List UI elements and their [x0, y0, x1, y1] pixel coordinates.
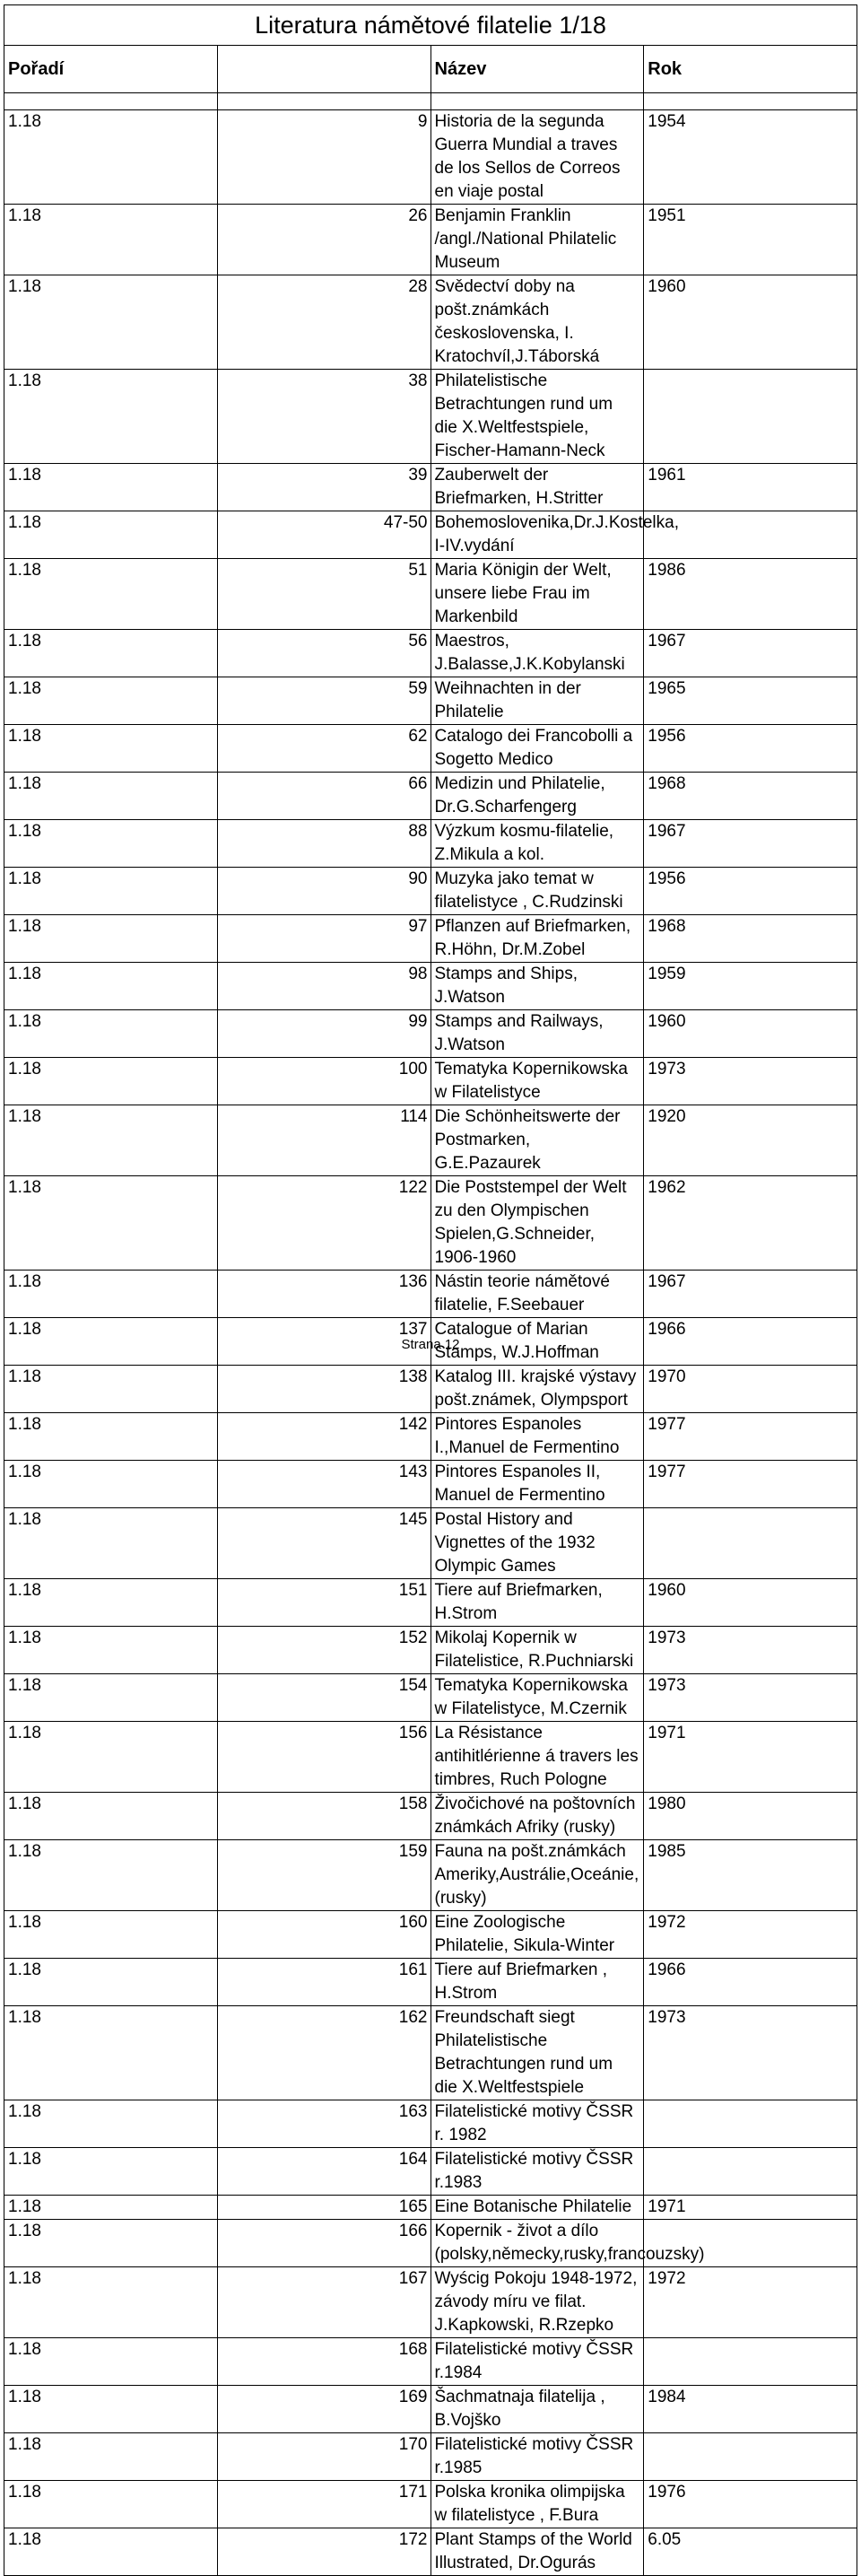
row-year: 1966	[644, 1959, 857, 2006]
literature-table	[4, 4, 857, 2576]
row-group: 1.18	[4, 2100, 218, 2148]
row-group: 1.18	[4, 1674, 218, 1722]
row-number: 162	[217, 2006, 430, 2100]
row-name: Die Schönheitswerte der Postmarken, G.E.Pazaurek	[430, 1105, 644, 1176]
row-year: 1970	[644, 1366, 857, 1413]
row-group: 1.18	[4, 2386, 218, 2433]
row-name: Filatelistické motivy ČSSR r.1985	[430, 2433, 644, 2481]
row-name: Tematyka Kopernikowska w Filatelistyce, M.Czernik	[430, 1674, 644, 1722]
table-row	[4, 1176, 857, 1271]
row-group: 1.18	[4, 2433, 218, 2481]
row-year: 1973	[644, 1058, 857, 1105]
row-number: 122	[217, 1176, 430, 1271]
row-name: Tematyka Kopernikowska w Filatelistyce	[430, 1058, 644, 1105]
row-group: 1.18	[4, 370, 218, 464]
row-number: 47-50	[217, 511, 430, 559]
row-group: 1.18	[4, 2148, 218, 2196]
header-number	[217, 46, 430, 93]
row-group: 1.18	[4, 205, 218, 275]
table-row	[4, 2196, 857, 2220]
table-row	[4, 820, 857, 868]
row-number: 163	[217, 2100, 430, 2148]
table-row	[4, 1579, 857, 1627]
row-number: 39	[217, 464, 430, 511]
blank-cell	[430, 93, 644, 110]
row-group: 1.18	[4, 464, 218, 511]
row-year: 1956	[644, 725, 857, 773]
table-row	[4, 2100, 857, 2148]
header-order: Pořadí	[4, 46, 218, 93]
row-number: 88	[217, 820, 430, 868]
table-row	[4, 868, 857, 915]
row-group: 1.18	[4, 1318, 218, 1366]
row-name: Šachmatnaja filatelija , B.Vojško	[430, 2386, 644, 2433]
row-number: 26	[217, 205, 430, 275]
table-row	[4, 1959, 857, 2006]
row-name: Philatelistische Betrachtungen rund um die X.Weltfestspiele, Fischer-Hamann-Neck	[430, 370, 644, 464]
table-row	[4, 963, 857, 1010]
table-row	[4, 1627, 857, 1674]
table-row	[4, 915, 857, 963]
row-name: Catalogo dei Francobolli a Sogetto Medico	[430, 725, 644, 773]
row-group: 1.18	[4, 1461, 218, 1508]
row-year: 1967	[644, 630, 857, 677]
table-row	[4, 2481, 857, 2528]
row-name: Zauberwelt der Briefmarken, H.Stritter	[430, 464, 644, 511]
row-number: 166	[217, 2220, 430, 2267]
row-year: 6.05	[644, 2528, 857, 2576]
row-year: 1977	[644, 1461, 857, 1508]
row-group: 1.18	[4, 2196, 218, 2220]
title-row	[4, 5, 857, 46]
row-name: Bohemoslovenika,Dr.J.Kostelka, I-IV.vydání	[430, 511, 644, 559]
table-row	[4, 2386, 857, 2433]
row-number: 138	[217, 1366, 430, 1413]
row-number: 156	[217, 1722, 430, 1793]
row-number: 151	[217, 1579, 430, 1627]
row-year: 1956	[644, 868, 857, 915]
row-year: 1960	[644, 1579, 857, 1627]
row-number: 145	[217, 1508, 430, 1579]
row-name: Eine Zoologische Philatelie, Sikula-Winter	[430, 1911, 644, 1959]
row-year: 1959	[644, 963, 857, 1010]
row-year	[644, 2433, 857, 2481]
row-group: 1.18	[4, 1010, 218, 1058]
row-number: 154	[217, 1674, 430, 1722]
row-name: Stamps and Ships, J.Watson	[430, 963, 644, 1010]
row-group: 1.18	[4, 275, 218, 370]
row-name: Katalog III. krajské výstavy pošt.známek, Olympsport	[430, 1366, 644, 1413]
table-row	[4, 1105, 857, 1176]
row-name: Plant Stamps of the World Illustrated, Dr.Ogurás	[430, 2528, 644, 2576]
row-name: Postal History and Vignettes of the 1932 Olympic Games	[430, 1508, 644, 1579]
row-group: 1.18	[4, 1911, 218, 1959]
row-number: 165	[217, 2196, 430, 2220]
row-number: 152	[217, 1627, 430, 1674]
row-group: 1.18	[4, 1176, 218, 1271]
row-year: 1966	[644, 1318, 857, 1366]
row-group: 1.18	[4, 1959, 218, 2006]
table-row	[4, 2267, 857, 2338]
row-name: Pintores Espanoles I.,Manuel de Fermentino	[430, 1413, 644, 1461]
blank-cell	[644, 93, 857, 110]
table-row	[4, 2006, 857, 2100]
row-group: 1.18	[4, 2267, 218, 2338]
row-year: 1972	[644, 1911, 857, 1959]
row-year: 1980	[644, 1793, 857, 1840]
row-name: Pflanzen auf Briefmarken, R.Höhn, Dr.M.Zobel	[430, 915, 644, 963]
header-year: Rok	[644, 46, 857, 93]
row-name: Filatelistické motivy ČSSR r. 1982	[430, 2100, 644, 2148]
row-number: 90	[217, 868, 430, 915]
table-row	[4, 464, 857, 511]
blank-cell	[4, 93, 218, 110]
table-row	[4, 1840, 857, 1911]
row-year: 1984	[644, 2386, 857, 2433]
row-name: Tiere auf Briefmarken , H.Strom	[430, 1959, 644, 2006]
row-year: 1973	[644, 1627, 857, 1674]
row-year: 1962	[644, 1176, 857, 1271]
row-year: 1971	[644, 2196, 857, 2220]
row-year: 1968	[644, 773, 857, 820]
row-year	[644, 1508, 857, 1579]
row-name: La Résistance antihitlérienne á travers les timbres, Ruch Pologne	[430, 1722, 644, 1793]
table-row	[4, 1058, 857, 1105]
row-number: 170	[217, 2433, 430, 2481]
row-group: 1.18	[4, 1722, 218, 1793]
row-year: 1977	[644, 1413, 857, 1461]
table-row	[4, 630, 857, 677]
row-group: 1.18	[4, 559, 218, 630]
page-title: Literatura námětové filatelie 1/18	[4, 5, 857, 46]
blank-row	[4, 93, 857, 110]
table-row	[4, 370, 857, 464]
row-group: 1.18	[4, 725, 218, 773]
header-row	[4, 46, 857, 93]
row-number: 159	[217, 1840, 430, 1911]
row-year: 1967	[644, 1271, 857, 1318]
row-name: Výzkum kosmu-filatelie, Z.Mikula a kol.	[430, 820, 644, 868]
table-row	[4, 205, 857, 275]
row-group: 1.18	[4, 963, 218, 1010]
row-number: 28	[217, 275, 430, 370]
row-number: 56	[217, 630, 430, 677]
row-number: 62	[217, 725, 430, 773]
row-group: 1.18	[4, 773, 218, 820]
row-number: 172	[217, 2528, 430, 2576]
row-year: 1920	[644, 1105, 857, 1176]
row-name: Benjamin Franklin /angl./National Philatelic Museum	[430, 205, 644, 275]
row-group: 1.18	[4, 1058, 218, 1105]
row-group: 1.18	[4, 1508, 218, 1579]
table-row	[4, 1010, 857, 1058]
row-name: Kopernik - život a dílo (polsky,německy,rusky,francouzsky)	[430, 2220, 644, 2267]
row-year: 1985	[644, 1840, 857, 1911]
row-number: 114	[217, 1105, 430, 1176]
table-row	[4, 2220, 857, 2267]
row-year: 1973	[644, 1674, 857, 1722]
row-name: Die Poststempel der Welt zu den Olympischen Spielen,G.Schneider, 1906-1960	[430, 1176, 644, 1271]
row-number: 164	[217, 2148, 430, 2196]
row-name: Svědectví doby na pošt.známkách československa, I. Kratochvíl,J.Táborská	[430, 275, 644, 370]
row-group: 1.18	[4, 868, 218, 915]
table-row	[4, 2338, 857, 2386]
row-group: 1.18	[4, 677, 218, 725]
row-year	[644, 2338, 857, 2386]
row-number: 51	[217, 559, 430, 630]
table-row	[4, 275, 857, 370]
row-number: 160	[217, 1911, 430, 1959]
table-row	[4, 511, 857, 559]
table-row	[4, 677, 857, 725]
row-name: Weihnachten in der Philatelie	[430, 677, 644, 725]
row-group: 1.18	[4, 630, 218, 677]
row-name: Historia de la segunda Guerra Mundial a traves de los Sellos de Correos en viaje postal	[430, 110, 644, 205]
row-number: 97	[217, 915, 430, 963]
row-name: Muzyka jako temat w filatelistyce , C.Rudzinski	[430, 868, 644, 915]
row-name: Catalogue of Marian Stamps, W.J.Hoffman	[430, 1318, 644, 1366]
row-year: 1951	[644, 205, 857, 275]
row-number: 167	[217, 2267, 430, 2338]
row-name: Filatelistické motivy ČSSR r.1984	[430, 2338, 644, 2386]
table-row	[4, 1793, 857, 1840]
table-row	[4, 1271, 857, 1318]
row-name: Mikolaj Kopernik w Filatelistice, R.Puchniarski	[430, 1627, 644, 1674]
row-number: 171	[217, 2481, 430, 2528]
row-year: 1971	[644, 1722, 857, 1793]
row-year	[644, 2100, 857, 2148]
row-group: 1.18	[4, 2006, 218, 2100]
row-name: Wyścig Pokoju 1948-1972, závody míru ve filat. J.Kapkowski, R.Rzepko	[430, 2267, 644, 2338]
row-year: 1972	[644, 2267, 857, 2338]
page-footer: Strana 12	[401, 1337, 460, 1352]
row-group: 1.18	[4, 1413, 218, 1461]
table-row	[4, 1461, 857, 1508]
row-group: 1.18	[4, 1627, 218, 1674]
row-group: 1.18	[4, 1793, 218, 1840]
row-group: 1.18	[4, 2338, 218, 2386]
blank-cell	[217, 93, 430, 110]
row-name: Freundschaft siegt Philatelistische Betrachtungen rund um die X.Weltfestspiele	[430, 2006, 644, 2100]
row-group: 1.18	[4, 1271, 218, 1318]
row-number: 59	[217, 677, 430, 725]
row-year: 1968	[644, 915, 857, 963]
row-name: Maria Königin der Welt, unsere liebe Frau im Markenbild	[430, 559, 644, 630]
table-row	[4, 1508, 857, 1579]
row-name: Nástin teorie námětové filatelie, F.Seebauer	[430, 1271, 644, 1318]
row-group: 1.18	[4, 2220, 218, 2267]
row-year: 1960	[644, 1010, 857, 1058]
row-group: 1.18	[4, 1105, 218, 1176]
row-year: 1986	[644, 559, 857, 630]
row-name: Fauna na pošt.známkách Ameriky,Austrálie,Oceánie, (rusky)	[430, 1840, 644, 1911]
row-number: 158	[217, 1793, 430, 1840]
table-row	[4, 2433, 857, 2481]
row-group: 1.18	[4, 511, 218, 559]
table-row	[4, 1413, 857, 1461]
row-group: 1.18	[4, 820, 218, 868]
row-name: Polska kronika olimpijska w filatelistyce , F.Bura	[430, 2481, 644, 2528]
row-group: 1.18	[4, 1840, 218, 1911]
row-number: 169	[217, 2386, 430, 2433]
row-group: 1.18	[4, 110, 218, 205]
table-row	[4, 1911, 857, 1959]
row-number: 136	[217, 1271, 430, 1318]
row-number: 66	[217, 773, 430, 820]
row-number: 137	[217, 1318, 430, 1366]
row-group: 1.18	[4, 1579, 218, 1627]
spreadsheet	[4, 4, 857, 2576]
row-number: 143	[217, 1461, 430, 1508]
header-name: Název	[430, 46, 644, 93]
row-number: 100	[217, 1058, 430, 1105]
row-name: Eine Botanische Philatelie	[430, 2196, 644, 2220]
row-group: 1.18	[4, 915, 218, 963]
row-year: 1954	[644, 110, 857, 205]
row-year: 1965	[644, 677, 857, 725]
row-name: Pintores Espanoles II, Manuel de Fermentino	[430, 1461, 644, 1508]
row-name: Maestros, J.Balasse,J.K.Kobylanski	[430, 630, 644, 677]
row-year	[644, 370, 857, 464]
row-number: 168	[217, 2338, 430, 2386]
row-number: 9	[217, 110, 430, 205]
row-name: Stamps and Railways, J.Watson	[430, 1010, 644, 1058]
row-number: 98	[217, 963, 430, 1010]
row-year	[644, 2148, 857, 2196]
table-row	[4, 1722, 857, 1793]
row-group: 1.18	[4, 2528, 218, 2576]
row-name: Medizin und Philatelie, Dr.G.Scharfengerg	[430, 773, 644, 820]
row-year: 1976	[644, 2481, 857, 2528]
table-row	[4, 773, 857, 820]
row-year: 1960	[644, 275, 857, 370]
table-row	[4, 1674, 857, 1722]
row-name: Filatelistické motivy ČSSR r.1983	[430, 2148, 644, 2196]
row-year: 1961	[644, 464, 857, 511]
row-number: 142	[217, 1413, 430, 1461]
row-number: 161	[217, 1959, 430, 2006]
row-year: 1967	[644, 820, 857, 868]
row-name: Živočichové na poštovních známkách Afriky (rusky)	[430, 1793, 644, 1840]
table-row	[4, 559, 857, 630]
table-row	[4, 1366, 857, 1413]
table-row	[4, 725, 857, 773]
row-group: 1.18	[4, 1366, 218, 1413]
row-number: 38	[217, 370, 430, 464]
row-name: Tiere auf Briefmarken, H.Strom	[430, 1579, 644, 1627]
row-group: 1.18	[4, 2481, 218, 2528]
table-row	[4, 110, 857, 205]
table-row	[4, 2148, 857, 2196]
row-year: 1973	[644, 2006, 857, 2100]
table-row	[4, 2528, 857, 2576]
row-number: 99	[217, 1010, 430, 1058]
